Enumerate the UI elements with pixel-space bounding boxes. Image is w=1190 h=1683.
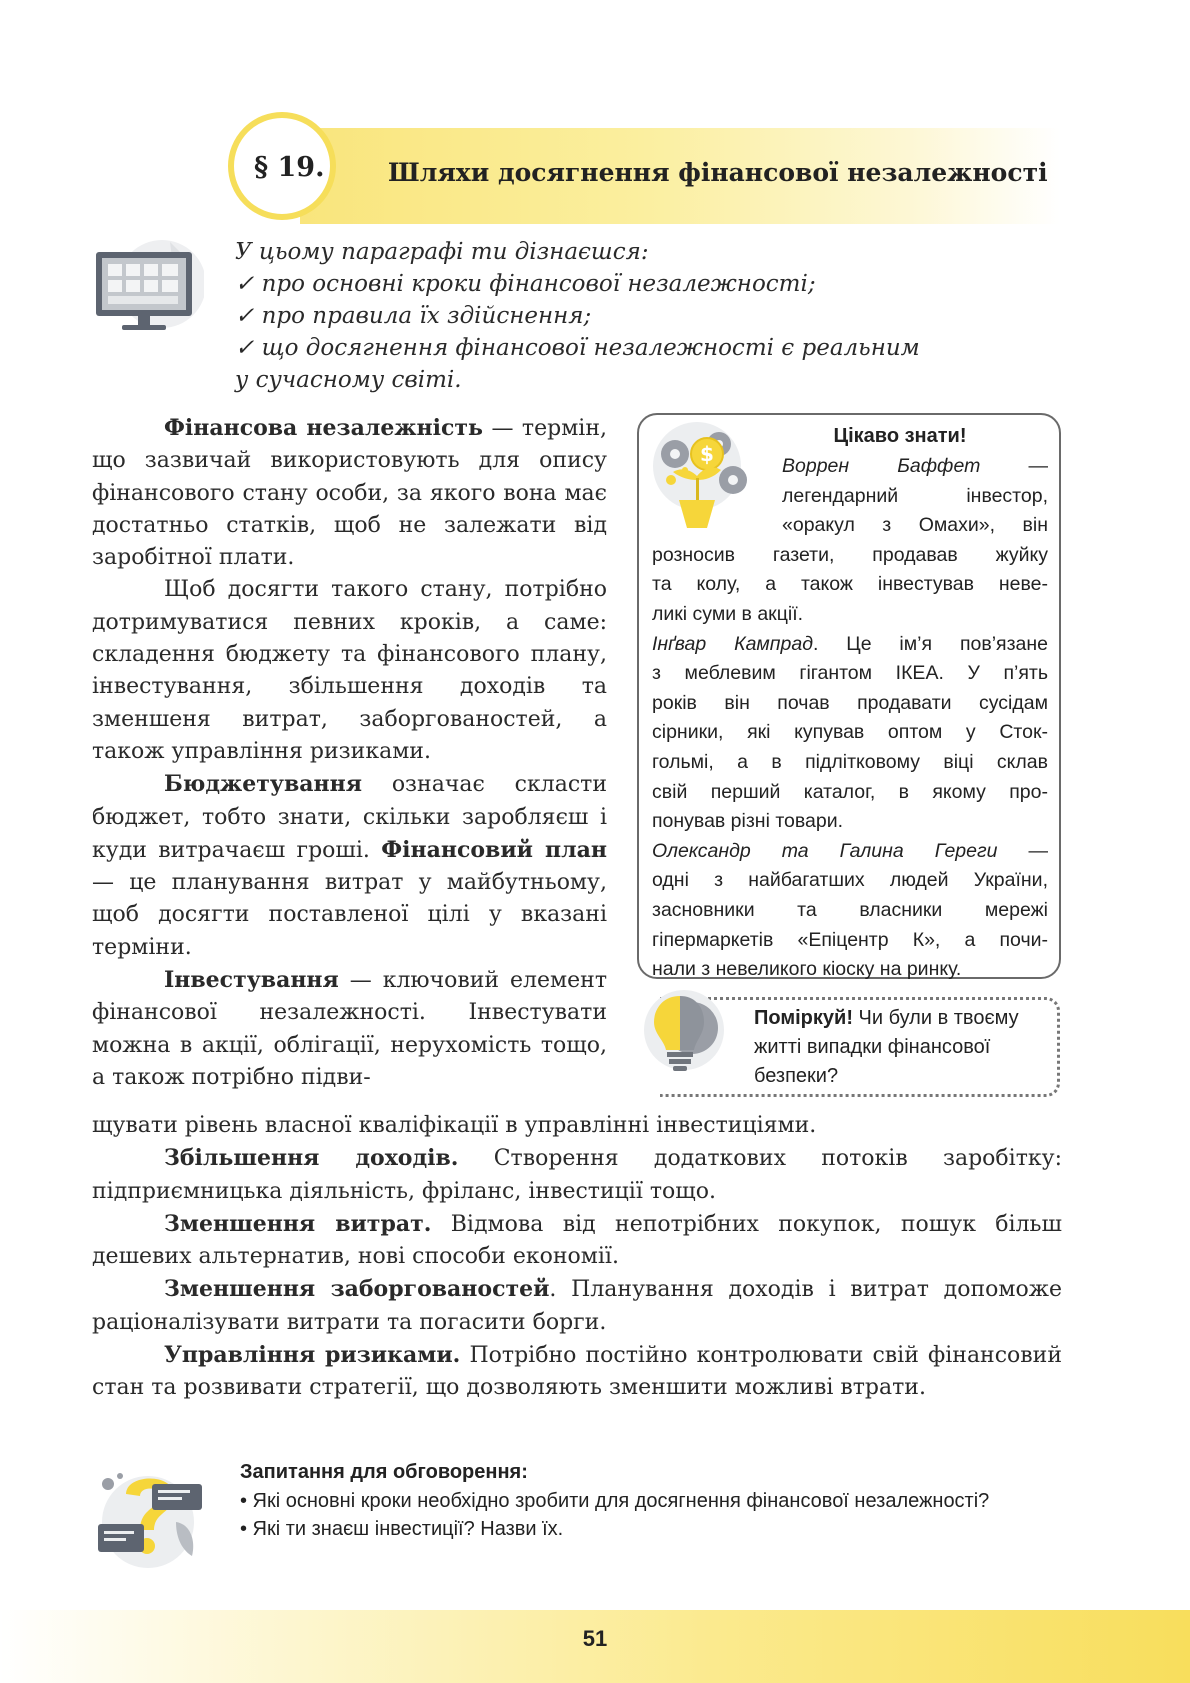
term: Фінансовий план — [381, 836, 607, 863]
discussion-item: • Які основні кроки необхідно зробити для досягнення фінансової незалежності? — [240, 1489, 990, 1512]
text-line: понував різні товари. — [652, 810, 844, 833]
term: Інвестування — [164, 967, 339, 994]
text-line: сірники, які купував оптом у Сток- — [652, 721, 1048, 744]
term: Управління ризиками. — [164, 1342, 461, 1369]
text-line: та колу, а також інвестував неве- — [652, 573, 1048, 596]
body-left-column — [92, 412, 607, 1094]
term: Зменшення заборгованостей — [164, 1276, 550, 1303]
think-question: Поміркуй! Чи були в твоєму житті випадки фінансової безпеки? — [754, 1007, 1019, 1087]
paragraph: щувати рівень власної кваліфікації в управлінні інвестиціями. — [92, 1113, 817, 1138]
lightbulb-icon — [640, 988, 728, 1078]
think-label: Поміркуй! — [754, 1007, 853, 1029]
term: Зменшення витрат. — [164, 1210, 432, 1237]
term: Збільшення доходів. — [164, 1145, 459, 1172]
text-line: з меблевим гігантом ІКЕА. У п’ять — [652, 662, 1048, 685]
text-line: років він почав продавати сусідам — [652, 691, 1048, 714]
term: Бюджетування — [164, 771, 362, 798]
paragraph: Інвестування — ключовий елемент фінансової незалежності. Інвестувати можна в акції, облігації, нерухомість тощо, а також потрібно підви- — [92, 967, 607, 1090]
interesting-facts-title: Цікаво знати! — [833, 425, 967, 447]
intro-list — [235, 236, 920, 396]
text-line: розносив газети, продавав жуйку — [652, 543, 1048, 566]
text-line: одні з найбагатших людей України, — [652, 869, 1048, 892]
text-line: «оракул з Омахи», він — [782, 514, 1048, 537]
paragraph: Фінансова незалежність — термін, що зазвичай використовують для опису фінансового стану особи, за якого вона має достатньо статків, щоб не залежати від заробітної плати. — [92, 415, 607, 571]
intro-line: ✓ про основні кроки фінансової незалежності; — [235, 271, 816, 297]
text-line: гольмі, а в підлітковому віці склав — [652, 750, 1048, 773]
interesting-facts-text — [652, 452, 1048, 985]
paragraph: Збільшення доходів. Створення додаткових потоків заробітку: підприємницька діяльність, фріланс, інвестиції тощо. — [92, 1145, 1062, 1204]
body-full-width — [92, 1110, 1062, 1405]
intro-line: у сучасному світі. — [235, 367, 462, 393]
monitor-icon — [92, 232, 204, 340]
text-line: гіпермаркетів «Епіцентр К», а почи- — [652, 928, 1048, 951]
text-line: Олександр та Галина Гереги — — [652, 839, 1048, 862]
discussion-item: • Які ти знаєш інвестиції? Назви їх. — [240, 1518, 564, 1540]
text-line: легендарний інвестор, — [782, 484, 1048, 507]
section-title: Шляхи досягнення фінансової незалежності — [388, 158, 1048, 187]
text-line: ликі суми в акції. — [652, 602, 804, 625]
intro-line: ✓ що досягнення фінансової незалежності є реальним — [235, 335, 920, 361]
paragraph: Управління ризиками. Потрібно постійно контролювати свій фінансовий стан та розвивати стратегії, що дозволяють зменшити можливі втрати. — [92, 1342, 1063, 1401]
text-line: свій перший каталог, в якому про- — [652, 780, 1048, 803]
text-line: Воррен Баффет — — [782, 455, 1049, 477]
discussion-questions — [240, 1458, 1070, 1544]
paragraph: Зменшення заборгованостей. Планування доходів і витрат допоможе раціоналізувати витрати та погасити борги. — [92, 1276, 1062, 1335]
text-line: нали з невеликого кіоску на ринку. — [652, 958, 962, 981]
paragraph: Щоб досягти такого стану, потрібно дотримуватися певних кроків, а саме: складення бюджету та фінансового плану, інвестування, збільшення доходів та зменшеня витрат, заборгованостей, а також управління ризиками. — [92, 577, 607, 764]
discussion-title: Запитання для обговорення: — [240, 1461, 528, 1483]
text-line: засновники та власники мережі — [652, 898, 1048, 921]
intro-line: У цьому параграфі ти дізнаєшся: — [235, 239, 649, 265]
intro-line: ✓ про правила їх здійснення; — [235, 303, 592, 329]
paragraph: Бюджетування означає скласти бюджет, тобто знати, скільки заробляєш і куди витрачаєш гроші. Фінансовий план — це планування витрат у майбутньому, щоб досягти поставленої цілі у вказані терміни. — [92, 771, 607, 960]
svg-text:$: $ — [700, 442, 714, 466]
section-number: § 19. — [254, 152, 325, 183]
question-mark-icon — [92, 1462, 208, 1572]
paragraph: Зменшення витрат. Відмова від непотрібних покупок, пошук більш дешевих альтернатив, нові способи економії. — [92, 1210, 1062, 1270]
text-line: Інґвар Кампрад. Це ім’я пов’язане — [652, 632, 1048, 655]
term: Фінансова незалежність — [164, 415, 483, 441]
page-number: 51 — [582, 1626, 608, 1651]
